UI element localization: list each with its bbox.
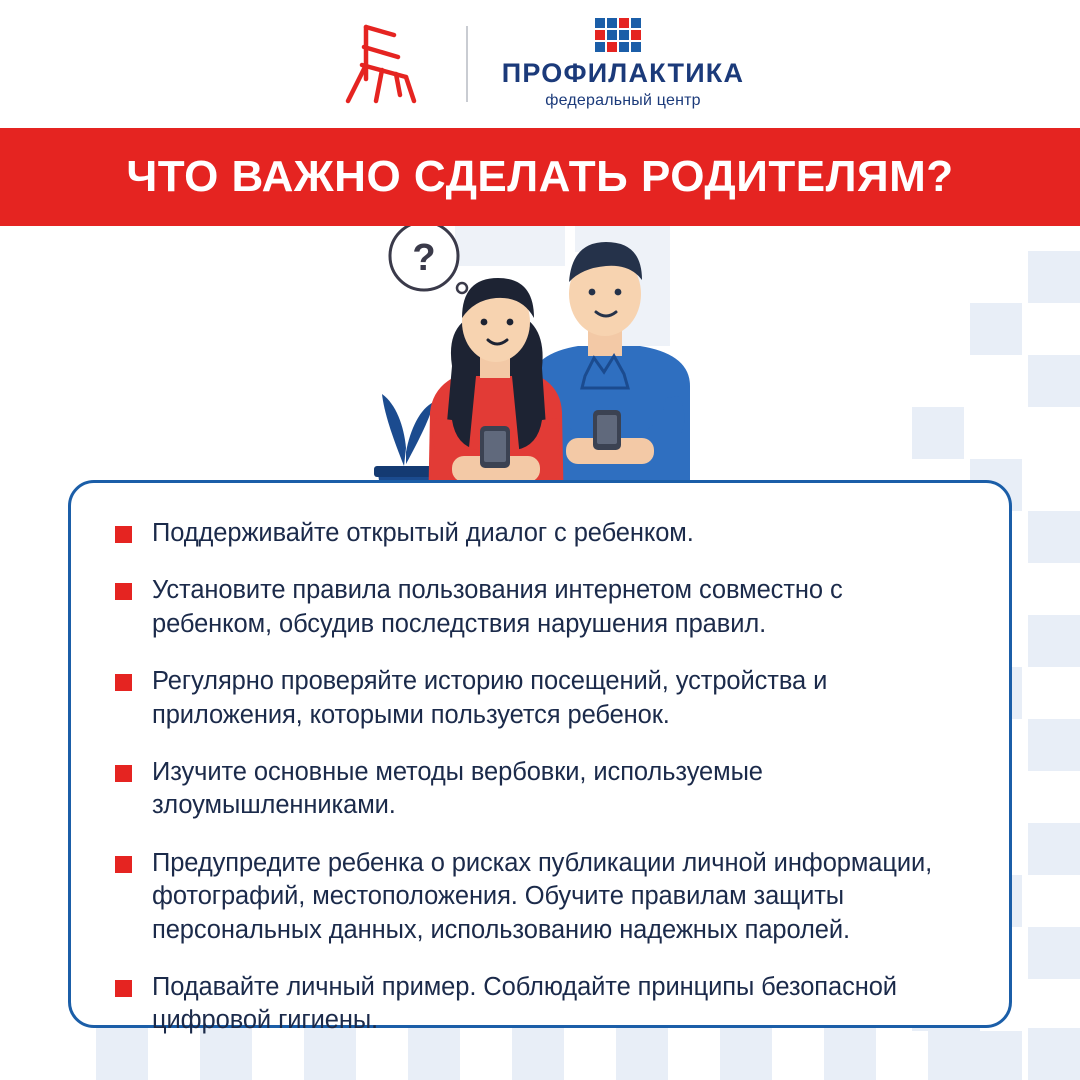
- header: [0, 0, 1080, 128]
- list-item: [115, 665, 965, 732]
- header-divider: [466, 26, 468, 102]
- tip-text: Изучите основные методы вербовки, используемые злоумышленниками.: [152, 757, 763, 820]
- tip-text: Предупредите ребенка о рисках публикации личной информации, фотографий, местоположения. Обучите правилам защиты персональных данных, использованию надежных паролей.: [152, 848, 933, 944]
- profilaktika-mark-icon: [595, 18, 651, 54]
- brand-logo: [502, 18, 744, 110]
- title-band: [0, 128, 1080, 226]
- list-item: [115, 971, 965, 1038]
- tip-text: Регулярно проверяйте историю посещений, устройства и приложения, которыми пользуется ребенок.: [152, 667, 828, 729]
- bullet-square-icon: [115, 526, 132, 543]
- brand-subtitle: федеральный центр: [545, 92, 701, 109]
- tip-text: Поддерживайте открытый диалог с ребенком.: [152, 519, 694, 547]
- brand-title: ПРОФИЛАКТИКА: [501, 58, 745, 88]
- parents-with-smartphones-illustration: [0, 226, 1080, 516]
- bullet-square-icon: [115, 674, 132, 691]
- bullet-square-icon: [115, 765, 132, 782]
- tip-text: Установите правила пользования интернетом совместно с ребенком, обсудив последствия нарушения правил.: [152, 576, 843, 638]
- tips-card: [68, 480, 1012, 1035]
- list-item: [115, 847, 965, 947]
- tip-text: Подавайте личный пример. Соблюдайте принципы безопасной цифровой гигиены.: [152, 972, 897, 1035]
- list-item: [115, 574, 965, 641]
- page-title: ЧТО ВАЖНО СДЕЛАТЬ РОДИТЕЛЯМ?: [126, 152, 954, 201]
- chair-logo-icon: [336, 21, 432, 107]
- list-item: [115, 517, 965, 550]
- bullet-square-icon: [115, 980, 132, 997]
- bullet-square-icon: [115, 583, 132, 600]
- list-item: [115, 756, 965, 823]
- bullet-square-icon: [115, 856, 132, 873]
- svg-text:?: ?: [412, 237, 436, 279]
